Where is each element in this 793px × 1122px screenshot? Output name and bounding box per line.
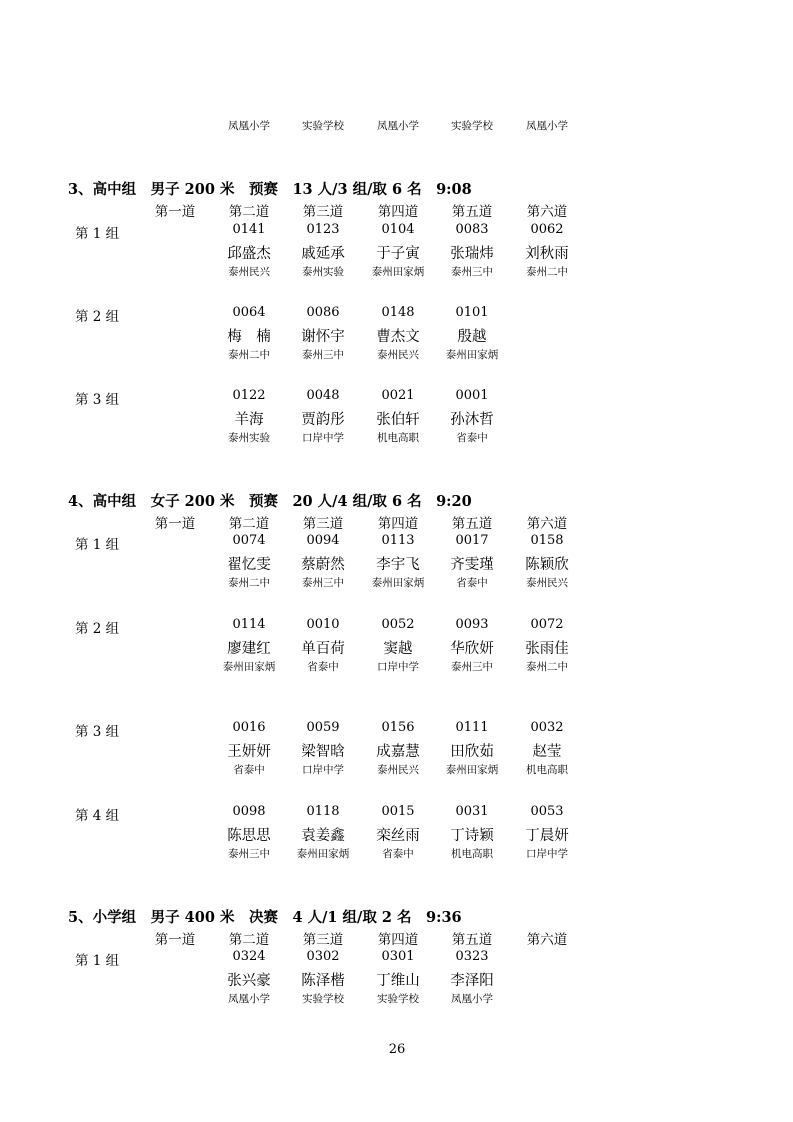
bib-number: 0323 <box>455 949 489 964</box>
athlete-name: 张瑞炜 <box>450 246 494 262</box>
bib-number: 0074 <box>232 533 266 548</box>
athlete-name: 赵莹 <box>532 744 562 760</box>
athlete-name: 栾丝雨 <box>376 828 420 844</box>
lane-header: 第三道 <box>302 204 344 220</box>
athlete-name: 华欣妍 <box>450 641 494 657</box>
school-name: 泰州田家炳 <box>445 349 499 361</box>
bib-number: 0118 <box>306 804 340 819</box>
school-name: 泰州三中 <box>451 266 493 278</box>
bib-number: 0083 <box>455 222 489 237</box>
athlete-name: 梁智晗 <box>301 744 345 760</box>
school-name: 泰州田家炳 <box>296 848 350 860</box>
group-label: 第 1 组 <box>75 953 120 969</box>
athlete-name: 王妍妍 <box>227 744 271 760</box>
bib-number: 0059 <box>306 720 340 735</box>
bib-number: 0072 <box>530 617 564 632</box>
lane-header: 第一道 <box>154 204 196 220</box>
bib-number: 0015 <box>381 804 415 819</box>
bib-number: 0017 <box>455 533 489 548</box>
school-name: 省泰中 <box>456 432 488 444</box>
bib-number: 0148 <box>381 305 415 320</box>
group-label: 第 2 组 <box>75 309 120 325</box>
top-school-label: 实验学校 <box>451 120 493 132</box>
bib-number: 0031 <box>455 804 489 819</box>
school-name: 泰州实验 <box>228 432 270 444</box>
lane-header: 第二道 <box>228 932 270 948</box>
bib-number: 0086 <box>306 305 340 320</box>
school-name: 省泰中 <box>456 577 488 589</box>
athlete-name: 成嘉慧 <box>376 744 420 760</box>
lane-header: 第四道 <box>377 516 419 532</box>
bib-number: 0064 <box>232 305 266 320</box>
bib-number: 0010 <box>306 617 340 632</box>
school-name: 泰州田家炳 <box>371 266 425 278</box>
school-name: 泰州二中 <box>526 266 568 278</box>
bib-number: 0048 <box>306 388 340 403</box>
bib-number: 0032 <box>530 720 564 735</box>
bib-number: 0122 <box>232 388 266 403</box>
athlete-name: 张雨佳 <box>525 641 569 657</box>
group-label: 第 2 组 <box>75 621 120 637</box>
school-name: 实验学校 <box>302 993 344 1005</box>
lane-header: 第五道 <box>451 932 493 948</box>
athlete-name: 蔡蔚然 <box>301 557 345 573</box>
athlete-name: 丁维山 <box>376 973 420 989</box>
school-name: 泰州二中 <box>526 661 568 673</box>
school-name: 泰州田家炳 <box>222 661 276 673</box>
athlete-name: 陈颖欣 <box>525 557 569 573</box>
bib-number: 0114 <box>232 617 266 632</box>
group-label: 第 1 组 <box>75 226 120 242</box>
top-school-label: 凤凰小学 <box>526 120 568 132</box>
lane-header: 第五道 <box>451 204 493 220</box>
athlete-name: 丁晨妍 <box>525 828 569 844</box>
group-label: 第 1 组 <box>75 537 120 553</box>
school-name: 泰州实验 <box>302 266 344 278</box>
bib-number: 0094 <box>306 533 340 548</box>
bib-number: 0104 <box>381 222 415 237</box>
lane-header: 第一道 <box>154 516 196 532</box>
bib-number: 0098 <box>232 804 266 819</box>
athlete-name: 袁姜鑫 <box>301 828 345 844</box>
group-label: 第 3 组 <box>75 392 120 408</box>
athlete-name: 李泽阳 <box>450 973 494 989</box>
school-name: 泰州三中 <box>302 349 344 361</box>
section-title: 3、高中组 男子 200 米 预赛 13 人/3 组/取 6 名 9:08 <box>68 181 472 198</box>
top-school-label: 凤凰小学 <box>377 120 419 132</box>
section-title: 5、小学组 男子 400 米 决赛 4 人/1 组/取 2 名 9:36 <box>68 909 462 926</box>
lane-header: 第二道 <box>228 204 270 220</box>
lane-header: 第四道 <box>377 204 419 220</box>
lane-header: 第三道 <box>302 932 344 948</box>
school-name: 泰州田家炳 <box>445 764 499 776</box>
bib-number: 0062 <box>530 222 564 237</box>
bib-number: 0101 <box>455 305 489 320</box>
athlete-name: 孙沐哲 <box>450 412 494 428</box>
lane-header: 第六道 <box>526 932 568 948</box>
bib-number: 0301 <box>381 949 415 964</box>
athlete-name: 戚延承 <box>301 246 345 262</box>
lane-header: 第三道 <box>302 516 344 532</box>
athlete-name: 曹杰文 <box>376 329 420 345</box>
lane-header: 第二道 <box>228 516 270 532</box>
school-name: 凤凰小学 <box>228 993 270 1005</box>
athlete-name: 田欣茹 <box>450 744 494 760</box>
school-name: 机电高职 <box>377 432 419 444</box>
athlete-name: 窦越 <box>383 641 413 657</box>
bib-number: 0123 <box>306 222 340 237</box>
athlete-name: 谢怀宇 <box>301 329 345 345</box>
bib-number: 0053 <box>530 804 564 819</box>
bib-number: 0113 <box>381 533 415 548</box>
school-name: 泰州三中 <box>228 848 270 860</box>
school-name: 机电高职 <box>451 848 493 860</box>
bib-number: 0111 <box>455 720 489 735</box>
bib-number: 0141 <box>232 222 266 237</box>
school-name: 凤凰小学 <box>451 993 493 1005</box>
athlete-name: 张伯轩 <box>376 412 420 428</box>
school-name: 泰州二中 <box>228 349 270 361</box>
bib-number: 0021 <box>381 388 415 403</box>
school-name: 省泰中 <box>233 764 265 776</box>
page-number: 26 <box>388 1042 406 1057</box>
bib-number: 0302 <box>306 949 340 964</box>
athlete-name: 李宇飞 <box>376 557 420 573</box>
athlete-name: 齐雯瑾 <box>450 557 494 573</box>
athlete-name: 邱盛杰 <box>227 246 271 262</box>
section-title: 4、高中组 女子 200 米 预赛 20 人/4 组/取 6 名 9:20 <box>68 493 472 510</box>
athlete-name: 廖建红 <box>227 641 271 657</box>
school-name: 口岸中学 <box>302 432 344 444</box>
group-label: 第 4 组 <box>75 808 120 824</box>
bib-number: 0093 <box>455 617 489 632</box>
school-name: 泰州民兴 <box>377 349 419 361</box>
lane-header: 第一道 <box>154 932 196 948</box>
bib-number: 0001 <box>455 388 489 403</box>
school-name: 泰州民兴 <box>377 764 419 776</box>
athlete-name: 张兴豪 <box>227 973 271 989</box>
bib-number: 0158 <box>530 533 564 548</box>
school-name: 泰州二中 <box>228 577 270 589</box>
bib-number: 0016 <box>232 720 266 735</box>
school-name: 省泰中 <box>307 661 339 673</box>
athlete-name: 翟忆雯 <box>227 557 271 573</box>
school-name: 口岸中学 <box>526 848 568 860</box>
athlete-name: 刘秋雨 <box>525 246 569 262</box>
top-school-label: 实验学校 <box>302 120 344 132</box>
group-label: 第 3 组 <box>75 724 120 740</box>
athlete-name: 羊海 <box>234 412 264 428</box>
athlete-name: 贾韵彤 <box>301 412 345 428</box>
school-name: 实验学校 <box>377 993 419 1005</box>
school-name: 泰州民兴 <box>526 577 568 589</box>
athlete-name: 殷越 <box>457 329 487 345</box>
athlete-name: 梅 楠 <box>227 329 271 345</box>
lane-header: 第六道 <box>526 516 568 532</box>
lane-header: 第六道 <box>526 204 568 220</box>
school-name: 口岸中学 <box>377 661 419 673</box>
school-name: 省泰中 <box>382 848 414 860</box>
lane-header: 第四道 <box>377 932 419 948</box>
bib-number: 0052 <box>381 617 415 632</box>
bib-number: 0324 <box>232 949 266 964</box>
athlete-name: 丁诗颖 <box>450 828 494 844</box>
bib-number: 0156 <box>381 720 415 735</box>
athlete-name: 陈思思 <box>227 828 271 844</box>
top-school-label: 凤凰小学 <box>228 120 270 132</box>
athlete-name: 于子寅 <box>376 246 420 262</box>
athlete-name: 陈泽楷 <box>301 973 345 989</box>
school-name: 泰州民兴 <box>228 266 270 278</box>
lane-header: 第五道 <box>451 516 493 532</box>
school-name: 口岸中学 <box>302 764 344 776</box>
athlete-name: 单百荷 <box>301 641 345 657</box>
school-name: 泰州三中 <box>451 661 493 673</box>
school-name: 泰州三中 <box>302 577 344 589</box>
school-name: 机电高职 <box>526 764 568 776</box>
school-name: 泰州田家炳 <box>371 577 425 589</box>
